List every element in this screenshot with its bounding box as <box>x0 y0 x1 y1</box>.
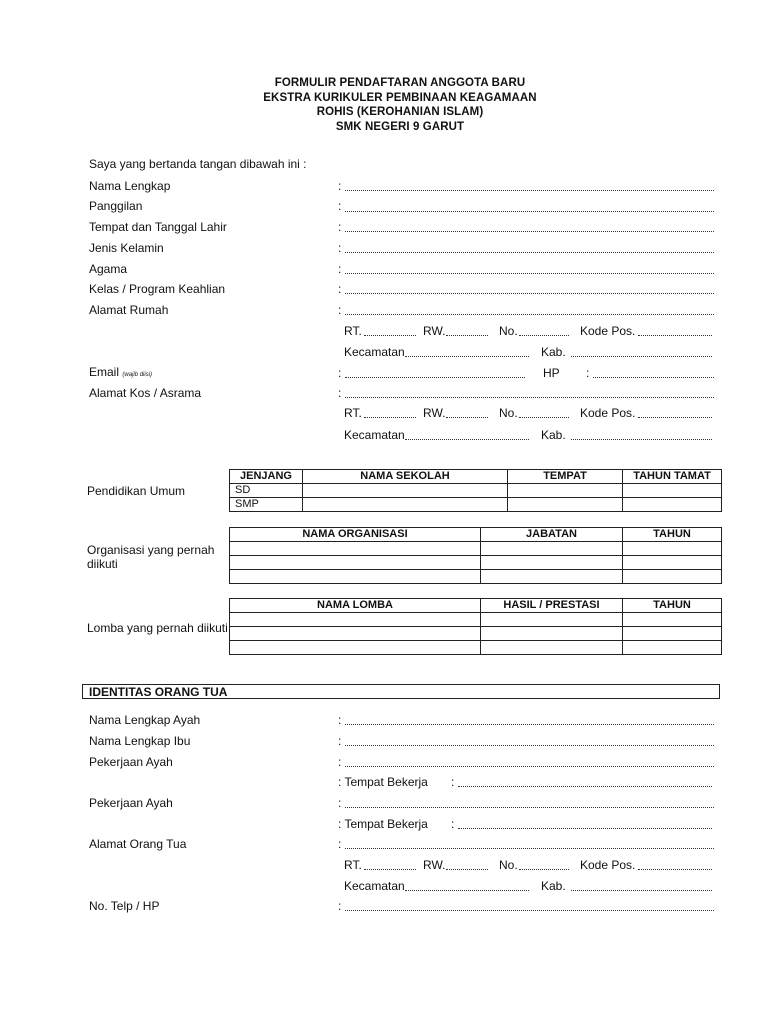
dotline[interactable] <box>446 417 488 418</box>
label-pekerjaan-ayah: Pekerjaan Ayah <box>89 755 173 769</box>
table-cell[interactable] <box>481 556 623 570</box>
kab-label: Kab. <box>541 345 566 359</box>
dotline <box>345 273 714 274</box>
pendidikan-table <box>229 469 722 512</box>
field-jenis-kelamin[interactable]: : <box>338 241 342 255</box>
label-agama: Agama <box>89 262 128 276</box>
email-note: (wajib diisi) <box>122 372 153 378</box>
intro-text: Saya yang bertanda tangan dibawah ini : <box>89 157 307 171</box>
table-cell[interactable] <box>230 641 481 655</box>
label-panggilan: Panggilan <box>89 199 143 213</box>
no-label: No. <box>499 406 518 420</box>
col-tahun: TAHUN <box>623 599 722 613</box>
form-title-line2: EKSTRA KURIKULER PEMBINAAN KEAGAMAAN <box>263 92 537 104</box>
dotline[interactable] <box>571 439 712 440</box>
table-cell[interactable] <box>230 542 481 556</box>
table-cell[interactable] <box>481 641 623 655</box>
field-tempat-bekerja[interactable] <box>458 828 712 829</box>
dotline[interactable] <box>405 890 529 891</box>
col-tahun-tamat: TAHUN TAMAT <box>623 470 722 484</box>
dotline[interactable] <box>364 869 416 870</box>
table-cell[interactable] <box>623 542 722 556</box>
colon: : <box>451 775 455 789</box>
dotline <box>345 314 714 315</box>
table-row <box>230 498 722 512</box>
label-pendidikan: Pendidikan Umum <box>87 484 186 498</box>
dotline[interactable] <box>571 356 712 357</box>
table-row <box>230 484 722 498</box>
dotline[interactable] <box>405 356 529 357</box>
table-cell[interactable] <box>508 498 623 512</box>
table-cell[interactable] <box>623 613 722 627</box>
field-nama-lengkap[interactable]: : <box>338 179 342 193</box>
kecamatan-label: Kecamatan <box>344 428 405 442</box>
dotline <box>345 293 714 294</box>
dotline <box>345 190 714 191</box>
table-row <box>230 641 722 655</box>
label-pekerjaan-ayah-2: Pekerjaan Ayah <box>89 796 173 810</box>
form-title-line4: SMK NEGERI 9 GARUT <box>335 121 465 133</box>
dotline <box>345 252 714 253</box>
field-pekerjaan-ayah-2[interactable]: : <box>338 796 342 810</box>
no-label: No. <box>499 858 518 872</box>
table-cell[interactable] <box>481 613 623 627</box>
dotline <box>345 745 714 746</box>
col-nama-sekolah: NAMA SEKOLAH <box>303 470 508 484</box>
table-cell[interactable] <box>623 570 722 584</box>
no-label: No. <box>499 324 518 338</box>
rw-label: RW. <box>423 858 446 872</box>
hp-colon: : <box>586 366 590 380</box>
label-hp: HP <box>543 366 560 380</box>
table-row <box>230 627 722 641</box>
table-cell[interactable] <box>508 484 623 498</box>
kodepos-label: Kode Pos. <box>580 406 636 420</box>
col-jenjang: JENJANG <box>230 470 303 484</box>
rw-label: RW. <box>423 406 446 420</box>
form-title-line1: FORMULIR PENDAFTARAN ANGGOTA BARU <box>274 77 526 89</box>
dotline <box>345 766 714 767</box>
table-row <box>230 613 722 627</box>
field-tempat-bekerja[interactable] <box>458 786 712 787</box>
field-nama-ibu[interactable]: : <box>338 734 342 748</box>
label-jenis-kelamin: Jenis Kelamin <box>89 241 164 255</box>
table-cell[interactable] <box>481 542 623 556</box>
dotline[interactable] <box>405 439 529 440</box>
field-agama[interactable]: : <box>338 262 342 276</box>
kecamatan-label: Kecamatan <box>344 345 405 359</box>
dotline <box>345 724 714 725</box>
label-kelas: Kelas / Program Keahlian <box>89 282 226 296</box>
rt-label: RT. <box>344 324 362 338</box>
table-cell[interactable] <box>623 484 722 498</box>
row-smp: SMP <box>230 498 303 512</box>
kodepos-label: Kode Pos. <box>580 858 636 872</box>
field-pekerjaan-ayah[interactable]: : <box>338 755 342 769</box>
field-ttl[interactable]: : <box>338 220 342 234</box>
dotline <box>345 807 714 808</box>
hp-field[interactable] <box>593 377 714 378</box>
kodepos-label: Kode Pos. <box>580 324 636 338</box>
table-cell[interactable] <box>623 641 722 655</box>
label-lomba: Lomba yang pernah diikuti <box>87 621 228 635</box>
table-header-row <box>230 528 722 542</box>
label-alamat-orang-tua: Alamat Orang Tua <box>89 837 187 851</box>
label-telp: No. Telp / HP <box>89 899 160 913</box>
label-nama-ibu: Nama Lengkap Ibu <box>89 734 191 748</box>
dotline <box>345 211 714 212</box>
label-organisasi: Organisasi yang pernah diikuti <box>87 543 215 571</box>
row-sd: SD <box>230 484 303 498</box>
dotline[interactable] <box>519 335 569 336</box>
label-email: Email (wajib diisi) <box>89 365 153 379</box>
field-alamat-kos[interactable]: : <box>338 386 342 400</box>
rt-label: RT. <box>344 406 362 420</box>
kab-label: Kab. <box>541 879 566 893</box>
table-cell[interactable] <box>230 627 481 641</box>
dotline[interactable] <box>446 335 488 336</box>
table-cell[interactable] <box>481 627 623 641</box>
dotline <box>345 848 714 849</box>
dotline[interactable] <box>638 417 712 418</box>
label-alamat-kos: Alamat Kos / Asrama <box>89 386 202 400</box>
table-header-row <box>230 599 722 613</box>
email-field[interactable] <box>345 377 525 378</box>
table-cell[interactable] <box>230 556 481 570</box>
col-tempat: TEMPAT <box>508 470 623 484</box>
field-alamat-orang-tua[interactable]: : <box>338 837 342 851</box>
col-tahun: TAHUN <box>623 528 722 542</box>
dotline <box>345 231 714 232</box>
col-hasil-prestasi: HASIL / PRESTASI <box>481 599 623 613</box>
table-row <box>230 556 722 570</box>
table-cell[interactable] <box>303 498 508 512</box>
table-cell[interactable] <box>481 570 623 584</box>
kecamatan-label: Kecamatan <box>344 879 405 893</box>
dotline[interactable] <box>364 417 416 418</box>
label-nama-lengkap: Nama Lengkap <box>89 179 171 193</box>
dotline[interactable] <box>364 335 416 336</box>
field-telp[interactable]: : <box>338 899 342 913</box>
rw-label: RW. <box>423 324 446 338</box>
dotline[interactable] <box>519 869 569 870</box>
col-nama-organisasi: NAMA ORGANISASI <box>230 528 481 542</box>
dotline[interactable] <box>571 890 712 891</box>
dotline[interactable] <box>638 335 712 336</box>
table-header-row <box>230 470 722 484</box>
field-kelas[interactable]: : <box>338 282 342 296</box>
dotline[interactable] <box>519 417 569 418</box>
label-ttl: Tempat dan Tanggal Lahir <box>89 220 227 234</box>
table-cell[interactable] <box>623 556 722 570</box>
table-cell[interactable] <box>623 627 722 641</box>
col-jabatan: JABATAN <box>481 528 623 542</box>
label-alamat-rumah: Alamat Rumah <box>89 303 169 317</box>
table-cell[interactable] <box>230 613 481 627</box>
rt-label: RT. <box>344 858 362 872</box>
section-identitas-orang-tua: IDENTITAS ORANG TUA <box>82 684 720 699</box>
table-row <box>230 542 722 556</box>
dotline[interactable] <box>446 869 488 870</box>
label-nama-ayah: Nama Lengkap Ayah <box>89 713 201 727</box>
label-tempat-bekerja: : Tempat Bekerja <box>338 817 428 831</box>
col-nama-lomba: NAMA LOMBA <box>230 599 481 613</box>
dotline <box>345 397 714 398</box>
organisasi-table <box>229 527 722 584</box>
lomba-table <box>229 598 722 655</box>
kab-label: Kab. <box>541 428 566 442</box>
form-title-line3: ROHIS (KEROHANIAN ISLAM) <box>316 106 484 118</box>
table-cell[interactable] <box>230 570 481 584</box>
field-panggilan[interactable]: : <box>338 199 342 213</box>
dotline <box>345 910 714 911</box>
field-alamat-rumah[interactable]: : <box>338 303 342 317</box>
table-cell[interactable] <box>623 498 722 512</box>
colon: : <box>451 817 455 831</box>
dotline[interactable] <box>638 869 712 870</box>
table-cell[interactable] <box>303 484 508 498</box>
field-nama-ayah[interactable]: : <box>338 713 342 727</box>
label-tempat-bekerja: : Tempat Bekerja <box>338 775 428 789</box>
email-colon: : <box>338 366 342 380</box>
table-row <box>230 570 722 584</box>
